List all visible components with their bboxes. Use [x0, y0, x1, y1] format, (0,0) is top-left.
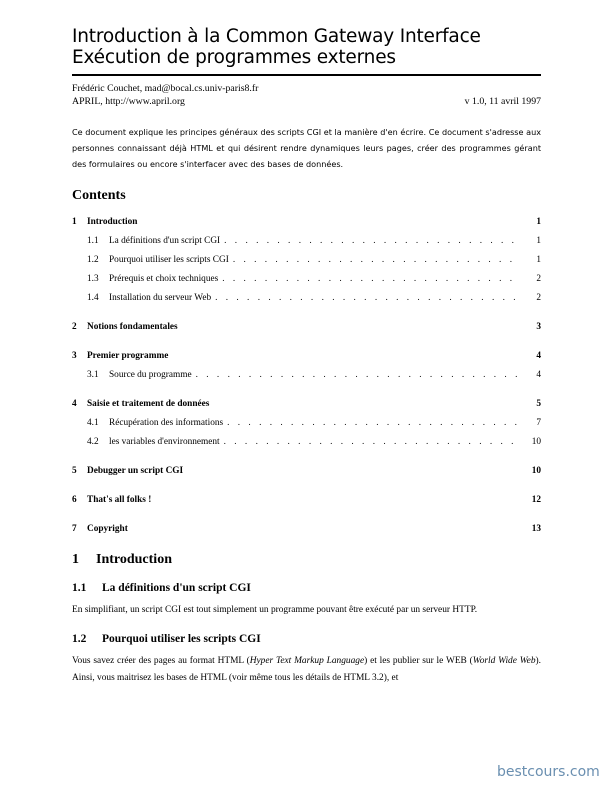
subsection-number: 1.1 — [72, 582, 87, 594]
watermark: bestcours.com — [497, 764, 600, 780]
paragraph — [72, 653, 541, 687]
toc-section-number: 1 — [72, 216, 77, 227]
subsection-number: 1.2 — [72, 633, 87, 645]
table-of-contents — [72, 212, 541, 538]
toc-gap — [72, 307, 541, 317]
toc-leader-dots — [227, 418, 521, 428]
toc-section-entry[interactable] — [72, 212, 541, 231]
paragraph-text: Vous savez créer des pages au format HTML ( — [72, 656, 250, 666]
toc-page-number: 3 — [536, 321, 541, 332]
paragraph-text: ). Ainsi, vous maitrisez les bases de HTML (voir même tous les détails de HTML 3.2), et — [72, 656, 541, 683]
toc-section-entry[interactable] — [72, 346, 541, 365]
toc-section-title: Copyright — [87, 523, 128, 534]
toc-section-entry[interactable] — [72, 317, 541, 336]
emphasis: Hyper Text Markup Language — [249, 656, 365, 666]
toc-section-number: 5 — [72, 465, 77, 476]
paragraph-text: ) et les publier sur le WEB ( — [364, 656, 473, 666]
toc-section-title: Notions fondamentales — [87, 321, 178, 332]
title-line-1: Introduction à la Common Gateway Interface — [72, 26, 481, 47]
title-line-2: Exécution de programmes externes — [72, 47, 396, 68]
toc-subsection-number: 4.1 — [87, 417, 99, 428]
toc-subsection-title: Pourquoi utiliser les scripts CGI — [109, 254, 229, 265]
toc-page-number: 2 — [536, 273, 541, 284]
toc-subsection-number: 3.1 — [87, 369, 99, 380]
section-title: Introduction — [96, 552, 172, 567]
subsection-heading — [72, 633, 541, 645]
version-line: v 1.0, 11 avril 1997 — [464, 96, 541, 107]
toc-page-number: 10 — [531, 465, 541, 476]
toc-subsection-number: 1.2 — [87, 254, 99, 265]
toc-section-number: 3 — [72, 350, 77, 361]
toc-section-number: 7 — [72, 523, 77, 534]
abstract: Ce document explique les principes généraux des scripts CGI et la manière d'en écrire. Ce document s'adresse aux personnes connaissant déjà HTML et qui désirent rendre dynamiques leurs pages, créer des programmes gérant des formulaires ou encore s'interfacer avec des bases de données. — [72, 127, 541, 169]
toc-page-number: 12 — [531, 494, 541, 505]
toc-section-number: 6 — [72, 494, 77, 505]
toc-section-title: Saisie et traitement de données — [87, 398, 210, 409]
toc-page-number: 5 — [536, 398, 541, 409]
toc-subsection-entry[interactable] — [72, 288, 541, 307]
toc-subsection-entry[interactable] — [72, 432, 541, 451]
toc-leader-dots — [222, 274, 521, 284]
paragraph: En simplifiant, un script CGI est tout simplement un programme pouvant être exécuté par un serveur HTTP. — [72, 605, 478, 615]
toc-section-entry[interactable] — [72, 519, 541, 538]
toc-page-number: 1 — [536, 235, 541, 246]
toc-subsection-number: 1.1 — [87, 235, 99, 246]
toc-subsection-entry[interactable] — [72, 365, 541, 384]
contents-heading: Contents — [72, 188, 126, 203]
toc-page-number: 4 — [536, 350, 541, 361]
section-number: 1 — [72, 552, 79, 567]
toc-subsection-entry[interactable] — [72, 231, 541, 250]
toc-leader-dots — [224, 437, 521, 447]
toc-section-number: 2 — [72, 321, 77, 332]
toc-subsection-title: les variables d'environnement — [109, 436, 220, 447]
section-heading — [72, 552, 541, 568]
toc-leader-dots — [233, 255, 521, 265]
toc-leader-dots — [196, 370, 521, 380]
org-line: APRIL, http://www.april.org — [72, 96, 185, 107]
toc-subsection-title: Source du programme — [109, 369, 192, 380]
toc-subsection-number: 1.4 — [87, 292, 99, 303]
toc-subsection-number: 1.3 — [87, 273, 99, 284]
toc-gap — [72, 336, 541, 346]
toc-section-title: Introduction — [87, 216, 138, 227]
toc-page-number: 7 — [536, 417, 541, 428]
emphasis: World Wide Web — [472, 656, 536, 666]
toc-section-title: That's all folks ! — [87, 494, 152, 505]
toc-gap — [72, 384, 541, 394]
toc-subsection-title: Installation du serveur Web — [109, 292, 212, 303]
toc-subsection-title: Prérequis et choix techniques — [109, 273, 219, 284]
toc-subsection-entry[interactable] — [72, 250, 541, 269]
toc-section-title: Premier programme — [87, 350, 169, 361]
toc-subsection-title: La définitions d'un script CGI — [109, 235, 221, 246]
toc-section-number: 4 — [72, 398, 77, 409]
toc-page-number: 2 — [536, 292, 541, 303]
toc-gap — [72, 509, 541, 519]
toc-subsection-entry[interactable] — [72, 269, 541, 288]
subsection-title: Pourquoi utiliser les scripts CGI — [102, 633, 261, 645]
toc-leader-dots — [224, 236, 521, 246]
toc-page-number: 10 — [531, 436, 541, 447]
toc-section-entry[interactable] — [72, 394, 541, 413]
toc-gap — [72, 451, 541, 461]
toc-leader-dots — [215, 293, 521, 303]
toc-subsection-title: Récupération des informations — [109, 417, 224, 428]
toc-subsection-entry[interactable] — [72, 413, 541, 432]
document-page — [72, 26, 541, 687]
toc-gap — [72, 480, 541, 490]
toc-section-entry[interactable] — [72, 461, 541, 480]
toc-page-number: 1 — [536, 216, 541, 227]
toc-page-number: 4 — [536, 369, 541, 380]
subsection-heading — [72, 582, 541, 594]
toc-section-title: Debugger un script CGI — [87, 465, 184, 476]
toc-page-number: 1 — [536, 254, 541, 265]
toc-page-number: 13 — [531, 523, 541, 534]
author-block — [72, 82, 541, 108]
toc-subsection-number: 4.2 — [87, 436, 99, 447]
title-rule — [72, 74, 541, 76]
toc-section-entry[interactable] — [72, 490, 541, 509]
subsection-title: La définitions d'un script CGI — [102, 582, 251, 594]
author-line: Frédéric Couchet, mad@bocal.cs.univ-paris8.fr — [72, 83, 259, 94]
